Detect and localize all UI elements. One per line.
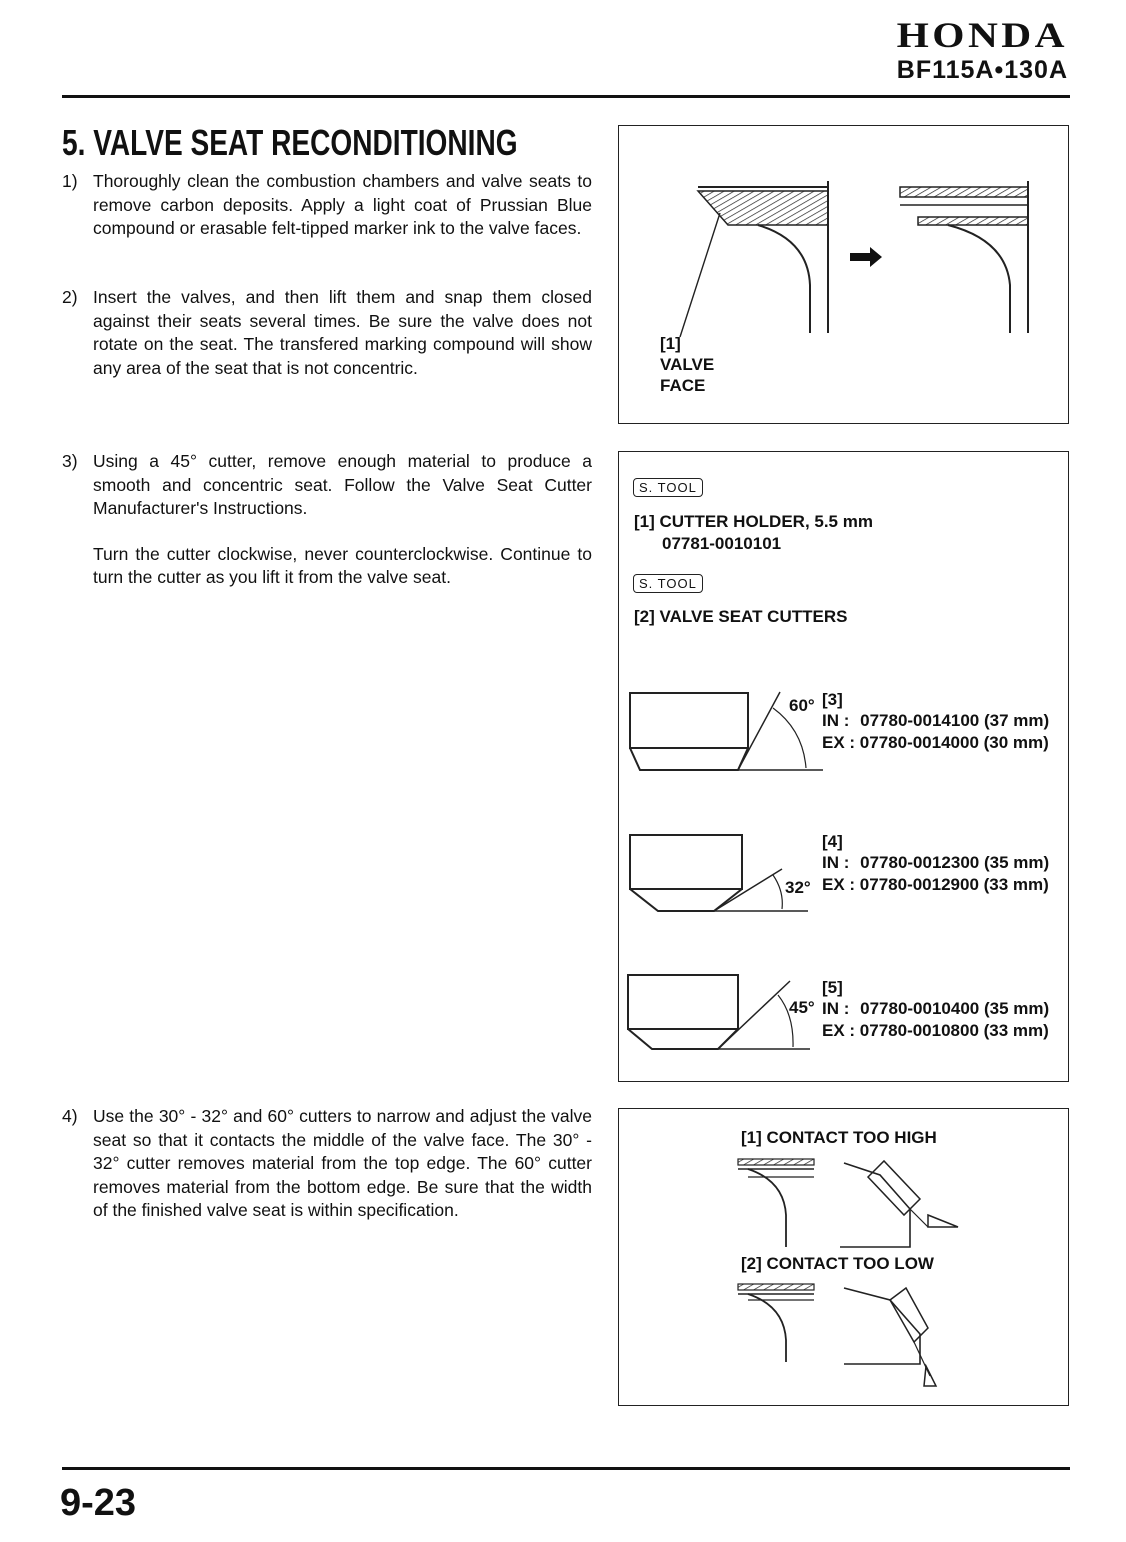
footer-rule: [62, 1467, 1070, 1470]
contact-too-low-diagram: [730, 1280, 970, 1390]
in-label: IN :: [822, 853, 850, 872]
step-1: [62, 170, 592, 241]
section-title: 5. VALVE SEAT RECONDITIONING: [62, 122, 518, 163]
model-name: BF115A•130A: [896, 56, 1068, 84]
in-label: IN :: [822, 999, 850, 1018]
step-text: Use the 30° - 32° and 60° cutters to narrow and adjust the valve seat so that it contacts the middle of the valve face. The 30° - 32° cutter removes material from the top edge. The 60° cutter removes material from the bottom edge. Be sure that the width of the finished valve seat is within specification.: [93, 1106, 592, 1220]
page-number: 9-23: [60, 1482, 137, 1524]
angle-label: 45°: [789, 998, 815, 1017]
callout-3: [3]: [822, 690, 843, 709]
header-rule: [62, 95, 1070, 98]
step-text: Insert the valves, and then lift them and snap them closed against their seats several times. Be sure the valve does not rotate on the seat. The transfered marking compound will show any area of the seat that is not concentric.: [93, 287, 592, 378]
step-text-note: Turn the cutter clockwise, never counterclockwise. Continue to turn the cutter as you lift it from the valve seat.: [93, 543, 592, 587]
ex-label: EX :: [822, 875, 856, 894]
step-number: 4): [62, 1106, 78, 1126]
step-number: 3): [62, 451, 78, 471]
valve-face-label: FACE: [660, 376, 706, 395]
in-part-number: 07780-0012300 (35 mm): [860, 853, 1050, 872]
special-tool-badge: S. TOOL: [633, 574, 703, 593]
contact-too-low-label: [2] CONTACT TOO LOW: [741, 1254, 934, 1273]
contact-too-high-label: [1] CONTACT TOO HIGH: [741, 1128, 937, 1147]
tool-cutter-holder: [1] CUTTER HOLDER, 5.5 mm: [634, 512, 873, 531]
in-label: IN :: [822, 711, 850, 730]
callout-4: [4]: [822, 832, 843, 851]
angle-label: 60°: [789, 696, 815, 715]
in-part-number: 07780-0014100 (37 mm): [860, 711, 1050, 730]
ex-part-number: 07780-0012900 (33 mm): [859, 875, 1049, 894]
step-3: [62, 450, 592, 590]
step-4: [62, 1105, 592, 1223]
step-text: Thoroughly clean the combustion chambers and valve seats to remove carbon deposits. Apply a light coat of Prussian Blue compound or erasable felt-tipped marker ink to the valve faces.: [93, 171, 592, 238]
step-text: Using a 45° cutter, remove enough material to produce a smooth and concentric seat. Follow the Valve Seat Cutter Manufacturer's Instructions.: [93, 451, 592, 518]
ex-label: EX :: [822, 733, 856, 752]
ex-label: EX :: [822, 1021, 856, 1040]
angle-label: 32°: [785, 878, 811, 897]
contact-too-high-diagram: [730, 1155, 970, 1255]
valve-face-label: VALVE: [660, 355, 715, 374]
step-number: 2): [62, 287, 78, 307]
callout-5: [5]: [822, 978, 843, 997]
step-number: 1): [62, 171, 78, 191]
step-2: [62, 286, 592, 380]
cutter-32-icon: [618, 823, 838, 918]
ex-part-number: 07780-0010800 (33 mm): [859, 1021, 1049, 1040]
special-tool-badge: S. TOOL: [633, 478, 703, 497]
in-part-number: 07780-0010400 (35 mm): [860, 999, 1050, 1018]
tool-part-number: 07781-0010101: [662, 534, 782, 553]
tool-valve-seat-cutters: [2] VALVE SEAT CUTTERS: [634, 607, 848, 626]
brand-logo: HONDA: [896, 15, 1068, 55]
callout-1: [1]: [660, 334, 681, 353]
ex-part-number: 07780-0014000 (30 mm): [859, 733, 1049, 752]
